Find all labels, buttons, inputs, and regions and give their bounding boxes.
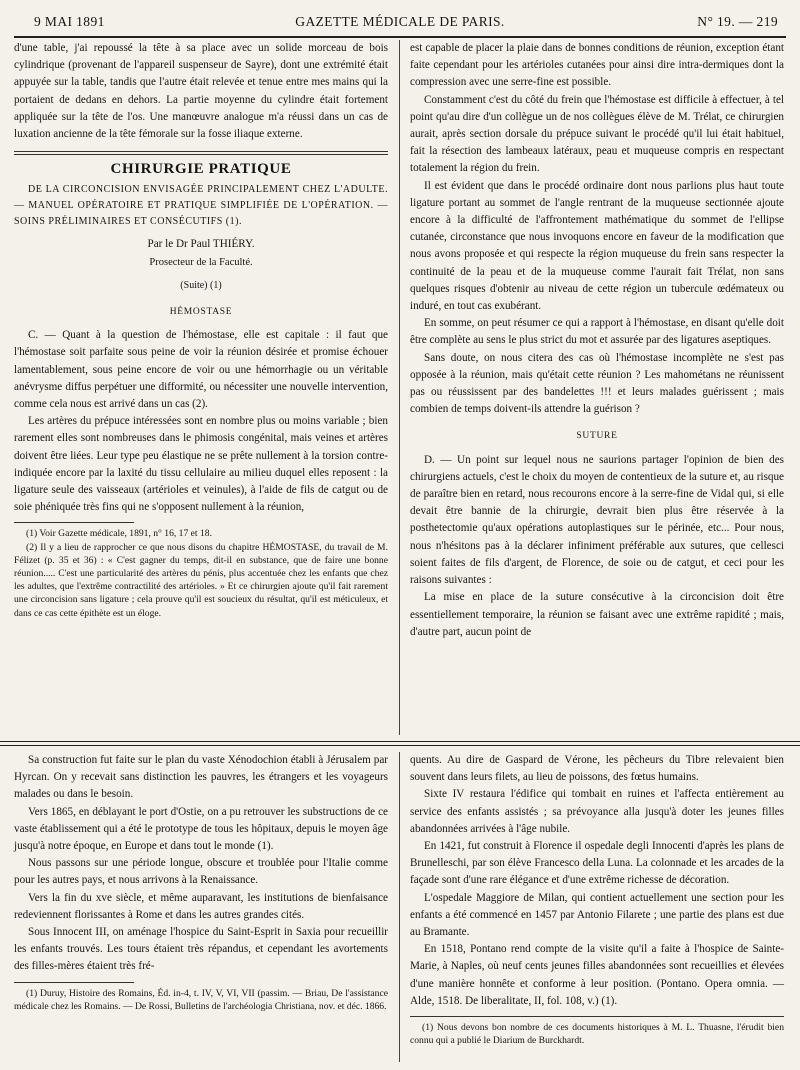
continuation-paragraph: d'une table, j'ai repoussé la tête à sa place avec un solide morceau de bois cylindrique (provenant de l'appareil suspenseur de Sayre), dont une extrémité était appuyée sur la table, tandis que l'autre était relevée et tenue entre mes mains qui la portaient de dedans en dehors. La partie moyenne du cylindre était fortement appliquée sur la tête de l'os. Une manœuvre analogue m'a réussi dans un cas de luxation ancienne de la tête fémorale sur la fosse iliaque externe.: [14, 42, 388, 141]
article-subtitle: DE LA CIRCONCISION ENVISAGÉE PRINCIPALEMENT CHEZ L'ADULTE. — MANUEL OPÉRATOIRE ET PRATIQUE SIMPLIFIÉE DE L'OPÉRATION. — SOINS PRÉLIMINAIRES ET CONSÉCUTIFS (1).: [14, 184, 388, 228]
footnote: (1) Nous devons bon nombre de ces documents historiques à M. L. Thuasne, l'érudit bien connu qui a publié le Diarium de Burckhardt.: [410, 1022, 784, 1047]
paragraph: En 1518, Pontano rend compte de la visite qu'il a faite à l'hospice de Sainte-Marie, à Naples, où neuf cents jeunes filles abandonnées sont recueillies et élevées d'une manière honnête et conforme à leur position. (Pontano. Opera omnia. — Alde, 1518. De liberalitate, II, fol. 108, v.) (1).: [410, 943, 784, 1007]
footnotes: [14, 987, 388, 1013]
paragraph: est capable de placer la plaie dans de bonnes conditions de réunion, exception étant faite cependant pour les artérioles cutanées pour ainsi dire intra-dermiques dont la compression avec une serre-fine est possible.: [410, 42, 784, 89]
paragraph: D. — Un point sur lequel nous ne saurions partager l'opinion de bien des chirurgiens actuels, c'est le choix du moyen de contentieux de la suture et, au risque de paraître bien en retard, nous recourons encore à la serre-fine de Vidal qui, si elle devait être bannie de la chirurgie, devrait bien plus être réservée à la posthetectomie qu'aux opérations autoplastiques sur le périnée, etc... Pour nous, nous n'hésitons pas à la déclarer infiniment préférable aux sutures, que cellesci soient faites de fils d'argent, de Florence, de soie ou de catgut, et ceci pour les raisons suivantes :: [410, 453, 784, 587]
feuilleton-separator: [0, 741, 800, 746]
paragraph: C. — Quant à la question de l'hémostase, elle est capitale : il faut que l'hémostase soit parfaite sous peine de voir la réunion désirée et promise échouer lamentablement, sous peine encore de voir ou une hémorrhagie ou un véritable anévrysme diffus perpétuer une difformité, ou nécessiter une nouvelle intervention, comme cela nous est arrivé dans un cas (2).: [14, 329, 388, 411]
paragraph: Sixte IV restaura l'édifice qui tombait en ruines et l'affecta entièrement au service des enfants assistés ; sa prévoyance alla jusqu'à doter les jeunes filles abandonnées arrivées à l'âge nubile.: [410, 788, 784, 835]
paragraph: Les artères du prépuce intéressées sont en nombre plus ou moins variable ; bien rarement elles sont nombreuses dans le phimosis congénital, mais veines et artères doivent être liées. Leur type peu élastique ne se prête nullement à la torsion contre-indiquée encore par la laxité du tissu cellulaire au milieu duquel elles reposent : la ligature seule des vaisseaux (artérioles et veinules), à l'aide de fils de catgut ou de soie phéniquée très fins qui ne s'opposent nullement à la réunion,: [14, 415, 388, 514]
author-role: Prosecteur de la Faculté.: [149, 256, 253, 268]
footnote: (2) Il y a lieu de rapprocher ce que nous disons du chapitre HÉMOSTASE, du travail de M. Félizet (p. 35 et 36) : « C'est gagner du temps, dit-il en substance, que de faire une bonne réunion..... C'est une particularité des artères du pénis, plus accentuée chez les enfants que chez les adultes, que l'extrême contractilité des artérioles. » Et ce chirurgien ajoute qu'il fait rarement une circoncision sans ligature ; cela prouve qu'il est soucieux du résultat, qu'il est méticuleux, et dans ce cas cette épithète est un éloge.: [14, 541, 388, 619]
paragraph: Nous passons sur une période longue, obscure et troublée pour l'Italie comme pour les autres pays, et nous arrivons à la Renaissance.: [14, 857, 388, 887]
paragraph: Vers la fin du xve siècle, et même auparavant, les institutions de bienfaisance redeviennent florissantes à Rome et dans les autres grandes cités.: [14, 891, 388, 921]
paragraph: Il est évident que dans le procédé ordinaire dont nous parlions plus haut toute ligature portant au sommet de l'angle rentrant de la muqueuse sectionnée ajoute encore à la difficulté de l'affrontement mathématique du sommet de l'ellipse cutanée, circonstance que nous invoquons encore en faveur de la modification que nous avons proposée et qui respecte la région muqueuse du frein sans respecter la continuité de la peau et de la muqueuse comme l'aurait fait Trélat, non sans quelques risques d'obtenir au niveau de cette région un tubercule œdémateux ou induré, en tout cas exubérant.: [410, 179, 784, 313]
footnote-rule: [410, 1016, 784, 1017]
running-header: [14, 10, 786, 38]
issue-date: 9 MAI 1891: [34, 14, 105, 29]
column-divider: [399, 752, 400, 1062]
bottom-left-column: [14, 752, 388, 1064]
top-left-column: [14, 40, 388, 730]
paragraph: quents. Au dire de Gaspard de Vérone, les pêcheurs du Tibre relevaient bien souvent dans leurs filets, au lieu de poissons, des fœtus humains.: [410, 754, 784, 784]
footnote: (1) Duruy, Histoire des Romains, Éd. in-4, t. IV, V, VI, VII (passim. — Briau, De l'assistance médicale chez les Romains. — De Rossi, Bulletins de l'archéologia Christiana, nov. et déc. 1866.: [14, 987, 388, 1012]
paragraph: Sans doute, on nous citera des cas où l'hémostase incomplète ne s'est pas opposée à la réunion, mais qu'était cette réunion ? Les mahométans ne réunissent pas ou réussissent par des bandelettes !!! et leurs malades guérissent ; mais combien de temps doivent-ils attendre la guérison ?: [410, 351, 784, 416]
page-number: N° 19. — 219: [697, 14, 778, 29]
paragraph: L'ospedale Maggiore de Milan, qui contient actuellement une section pour les enfants a été commencé en 1457 par Antonio Filarete ; une partie des plans est due au Bramante.: [410, 891, 784, 939]
paragraph: Sous Innocent III, on aménage l'hospice du Saint-Esprit in Saxia pour recueillir les enfants trouvés. Les tours étaient très répandus, et cependant les avortements des filles-mères étaient très fré-: [14, 926, 388, 973]
section-title: CHIRURGIE PRATIQUE: [110, 161, 292, 178]
footnote: (1) Voir Gazette médicale, 1891, n° 16, 17 et 18.: [26, 528, 212, 540]
paragraph: La mise en place de la suture consécutive à la circoncision doit être essentiellement temporaire, la réunion se faisant avec une extrême rapidité ; mais, d'autre part, aucun point de: [410, 591, 784, 638]
heading-hemostase: HÉMOSTASE: [169, 307, 233, 318]
footnotes: [14, 527, 388, 619]
footnote-rule: [14, 522, 134, 523]
heading-suture: SUTURE: [576, 431, 618, 442]
footnote-rule: [14, 982, 134, 983]
journal-title: GAZETTE MÉDICALE DE PARIS.: [295, 14, 505, 29]
bottom-right-column: [410, 752, 784, 1064]
paragraph: Vers 1865, en déblayant le port d'Ostie, on a pu retrouver les substructions de ce vaste établissement qui a été le prototype de tous les hôpitaux, depuis le moyen âge jusqu'à notre époque, en Europe et dans tout le monde (1).: [14, 805, 388, 853]
suite-label: (Suite) (1): [180, 279, 222, 291]
column-divider: [399, 40, 400, 735]
paragraph: En somme, on peut résumer ce qui a rapport à l'hémostase, en disant qu'elle doit être complète au sens le plus strict du mot et assurée par des ligatures aseptiques.: [410, 317, 784, 347]
top-right-column: [410, 40, 784, 730]
paragraph: Sa construction fut faite sur le plan du vaste Xénodochion établi à Jérusalem par Hyrcan. On y recevait sans distinction les pauvres, les étrangers et les voyageurs malades ou dans le besoin.: [14, 754, 388, 801]
article-author: Par le Dr Paul THIÉRY.: [147, 238, 255, 251]
paragraph: Constamment c'est du côté du frein que l'hémostase est difficile à effectuer, à tel point qu'au dire d'un collègue un de nos collègues élève de M. Trélat, ce chirurgien aurait, après section dorsale du prépuce suivant le procédé qu'il lui était habituel, fait la résection des lambeaux latéraux, peau et muqueuse compris en respectant totalement la région du frein.: [410, 93, 784, 175]
footnotes: [410, 1021, 784, 1047]
paragraph: En 1421, fut construit à Florence il ospedale degli Innocenti d'après les plans de Brunelleschi, par son élève Francesco della Luna. La colonnade et les arcades de la façade sont d'une rare élégance et d'une extrême richesse de décoration.: [410, 840, 784, 887]
